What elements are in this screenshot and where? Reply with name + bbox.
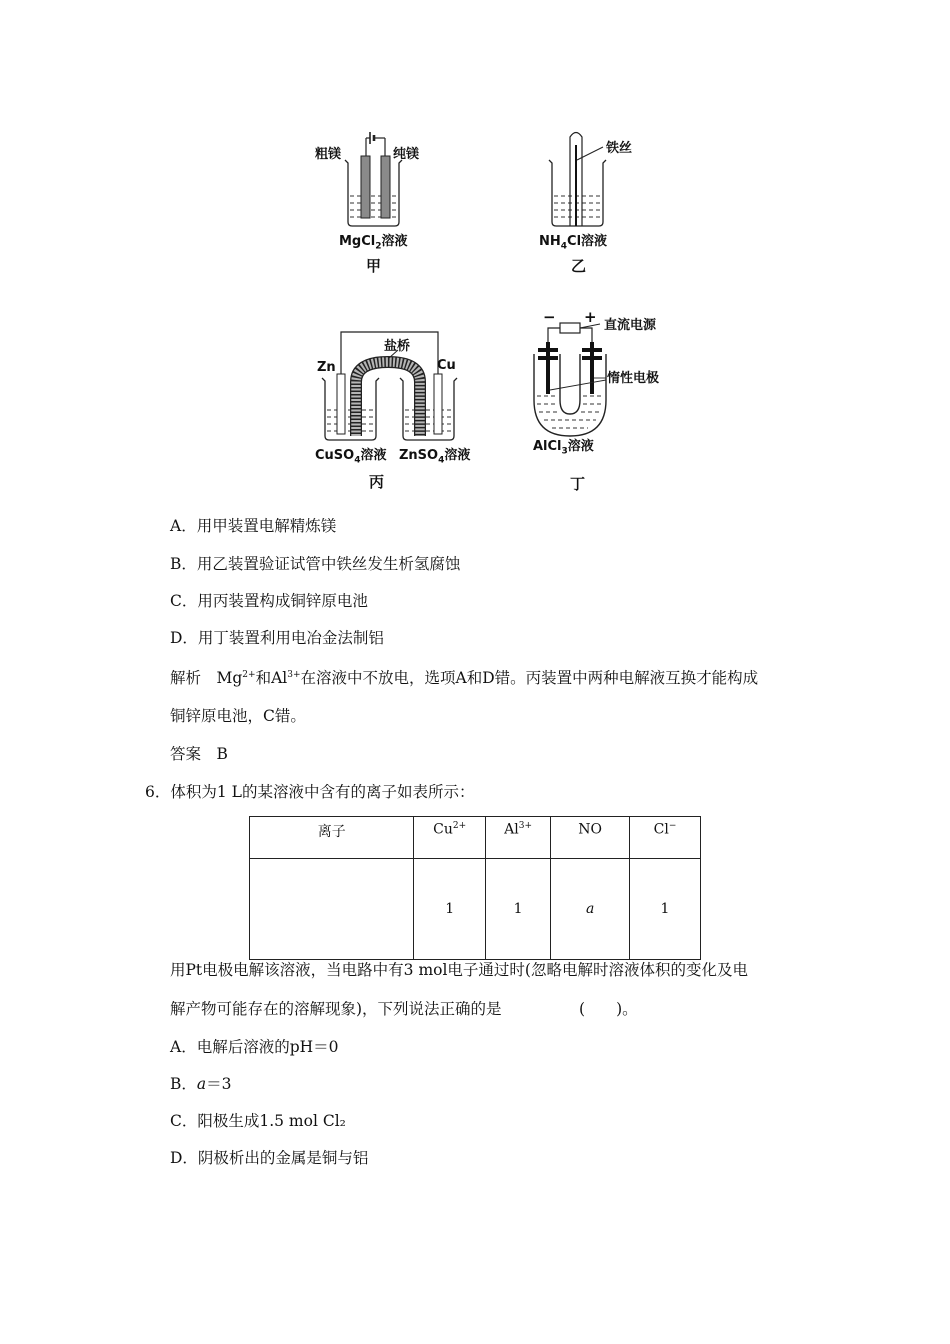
pure-mg-label: 纯镁 — [393, 147, 420, 162]
crude-mg-electrode — [361, 156, 370, 218]
table-cell: 1 — [630, 859, 701, 960]
table-cell: a — [551, 859, 630, 960]
inert-electrode-label: 惰性电极 — [607, 371, 660, 386]
table-header-cell: $Al^{3+}$ — [485, 817, 550, 859]
ion-table — [249, 816, 701, 960]
q6-paragraph-line2: 解产物可能存在的溶解现象)，下列说法正确的是 ( )。 — [170, 1000, 638, 1018]
u-tube — [534, 354, 606, 436]
q6-option-c: C．阳极生成1.5 mol Cl₂ — [170, 1112, 346, 1130]
figure-caption-yi: 乙 — [571, 257, 587, 275]
figure-caption-bing: 丙 — [369, 473, 385, 491]
table-cell: 1 — [414, 859, 485, 960]
inert-electrode-right — [590, 342, 594, 394]
q6-option-b: B．a＝3 — [170, 1075, 232, 1093]
q5-answer: 答案 B — [170, 745, 228, 763]
zn-electrode — [337, 374, 345, 434]
cuso4-solution-label: CuSO$_4$溶液 — [315, 448, 387, 466]
plus-sign: + — [584, 308, 597, 326]
cu-electrode — [434, 374, 442, 434]
q6-option-d: D．阴极析出的金属是铜与铝 — [170, 1149, 369, 1167]
znso4-solution-label: ZnSO$_4$溶液 — [399, 448, 471, 466]
salt-bridge-label: 盐桥 — [384, 339, 411, 354]
table-header-row — [250, 817, 701, 859]
table-header-label: 离子 — [250, 817, 414, 859]
q5-analysis-line2: 铜锌原电池，C错。 — [170, 707, 306, 725]
apparatus-figures — [0, 0, 950, 500]
minus-sign: − — [543, 308, 556, 326]
cu-label: Cu — [437, 358, 456, 373]
table-row — [250, 859, 701, 960]
table-cell: 1 — [485, 859, 550, 960]
alcl3-solution-label: AlCl$_3$溶液 — [533, 439, 594, 457]
pure-mg-electrode — [381, 156, 390, 218]
q5-option-a: A．用甲装置电解精炼镁 — [170, 517, 337, 535]
figure-caption-ding: 丁 — [570, 475, 586, 493]
dc-power-label: 直流电源 — [604, 318, 657, 333]
inert-electrode-left — [546, 342, 550, 394]
table-header-cell: $Cu^{2+}$ — [414, 817, 485, 859]
figure-ding — [534, 323, 606, 436]
q6-stem: 6．体积为1 L的某溶液中含有的离子如表所示： — [145, 783, 475, 801]
q6-paragraph-line1: 用Pt电极电解该溶液，当电路中有3 mol电子通过时(忽略电解时溶液体积的变化及电 — [170, 961, 748, 979]
q5-option-c: C．用丙装置构成铜锌原电池 — [170, 592, 368, 610]
salt-bridge — [356, 362, 420, 436]
iron-wire-label: 铁丝 — [606, 141, 633, 156]
dc-power-icon — [560, 323, 580, 333]
table-header-cell: Cl− — [630, 817, 701, 859]
crude-mg-label: 粗镁 — [315, 147, 342, 162]
figure-yi — [549, 133, 606, 227]
q5-analysis-line1: 解析 $Mg^{2+}$和$Al^{3+}$在溶液中不放电，选项A和D错。丙装置中两种电解液互换才能构成 — [170, 669, 759, 688]
figure-caption-jia: 甲 — [366, 257, 382, 275]
table-header-cell: NO — [551, 817, 630, 859]
q6-option-a: A．电解后溶液的pH＝0 — [170, 1038, 339, 1056]
zn-label: Zn — [317, 360, 336, 375]
nh4cl-solution-label: $NH_4Cl$溶液 — [539, 234, 608, 252]
q5-option-b: B．用乙装置验证试管中铁丝发生析氢腐蚀 — [170, 555, 461, 573]
q5-option-d: D．用丁装置利用电冶金法制铝 — [170, 629, 384, 647]
mgcl2-solution-label: MgCl$_2$溶液 — [339, 234, 408, 252]
table-cell — [250, 859, 414, 960]
